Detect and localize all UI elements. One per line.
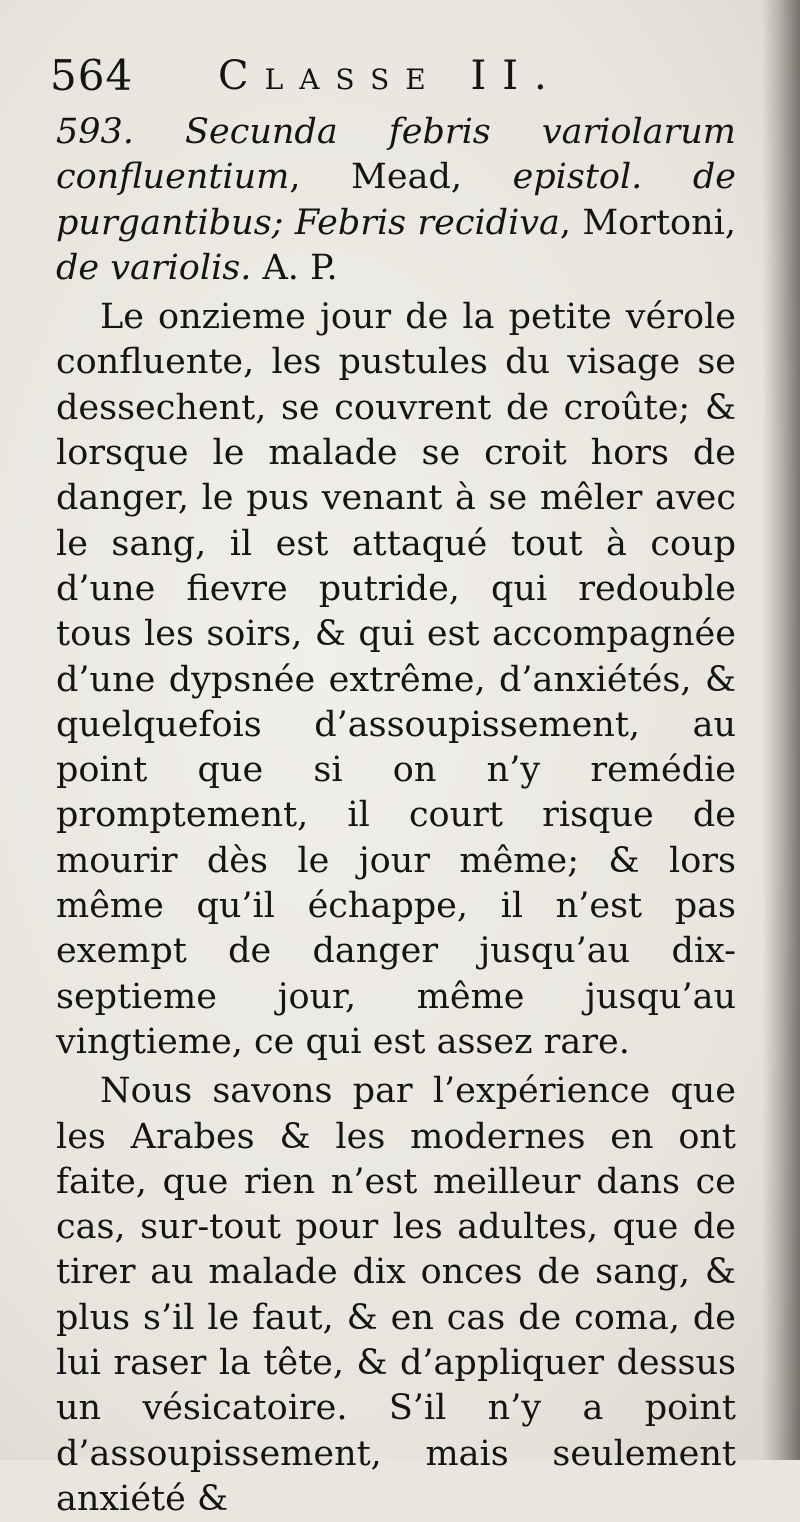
entry-abbreviation: A. P.: [251, 247, 338, 288]
page-header: [50, 46, 750, 106]
entry-title: Secunda febris variolarum confluentium: [56, 112, 736, 198]
entry-reference: de variolis.: [56, 247, 252, 288]
paragraph-1: Le onzieme jour de la petite vérole confluente, les pustules du visage se dessechent, se couvrent de croûte; & lorsque le malade se croit hors de danger, le pus venant à se mêler avec le sang, il est attaqué tout à coup d’une fievre putride, qui redouble tous les soirs, & qui est accompagnée d’une dypsnée extrême, d’anxiétés, & quelquefois d’assoupissement, au point que si on n’y remédie promptement, il court risque de mourir dès le jour même; & lors même qu’il échappe, il n’est pas exempt de danger jusqu’au dix-septieme jour, même jusqu’au vingtieme, ce qui est assez rare.: [56, 297, 736, 1062]
entry-separator: ,: [289, 157, 352, 198]
page-gutter-shadow: [762, 0, 800, 1460]
paragraph-2: Nous savons par l’expérience que les Arabes & les modernes en ont faite, que rien n’est meilleur dans ce cas, sur-tout pour les adultes, que de tirer au malade dix onces de sang, & plus s’il le faut, & en cas de coma, de lui raser la tête, & d’appliquer dessus un vésicatoire. S’il n’y a point d’assoupissement, mais seulement anxiété &: [56, 1071, 736, 1519]
page-body: [56, 110, 736, 1522]
entry-separator: ,: [724, 202, 736, 243]
entry-author-mead: Mead: [351, 157, 451, 198]
entry-separator: ,: [559, 202, 583, 243]
entry-separator: ,: [450, 157, 513, 198]
entry-reference: epistol. de purgantibus; Febris recidiva: [56, 157, 736, 243]
entry-author-morton: Mortoni: [582, 202, 725, 243]
running-head: Classe II.: [218, 53, 563, 99]
nosology-entry: [56, 110, 736, 291]
page-number: 564: [50, 51, 134, 100]
entry-number: 593.: [56, 112, 134, 152]
